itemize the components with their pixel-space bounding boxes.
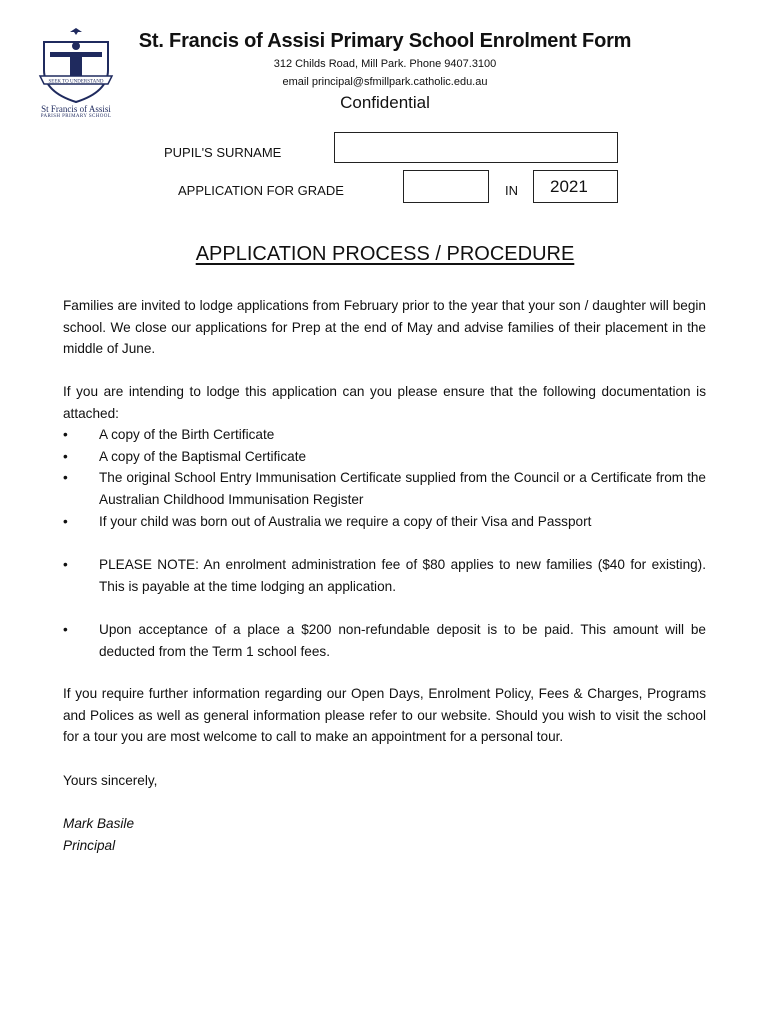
surname-label: PUPIL'S SURNAME xyxy=(164,145,282,160)
crest-school-subtitle: PARISH PRIMARY SCHOOL xyxy=(40,114,112,119)
year-input[interactable]: 2021 xyxy=(533,170,618,203)
bullet-icon: • xyxy=(63,470,68,485)
bullet-icon: • xyxy=(63,427,68,442)
bullet-icon: • xyxy=(63,557,68,572)
bullet-icon: • xyxy=(63,449,68,464)
closing-text: Yours sincerely, xyxy=(63,773,158,788)
grade-label: APPLICATION FOR GRADE xyxy=(178,183,344,198)
documentation-paragraph: If you are intending to lodge this application can you please ensure that the following documentation is attached: xyxy=(63,384,706,421)
further-info-paragraph: If you require further information regarding our Open Days, Enrolment Policy, Fees & Charges, Programs and Polices as well as general information please refer to our website. Should you wish to visit the school for a tour you are most welcome to call to make an appointment for a personal tour. xyxy=(63,686,706,744)
surname-input[interactable] xyxy=(334,132,618,163)
bullet-icon: • xyxy=(63,514,68,529)
form-title: St. Francis of Assisi Primary School Enrolment Form xyxy=(138,30,632,52)
grade-input[interactable] xyxy=(403,170,489,203)
school-email: email principal@sfmillpark.catholic.edu.au xyxy=(282,76,488,88)
confidential-label: Confidential xyxy=(340,93,430,112)
in-label: IN xyxy=(505,183,518,198)
signature-name: Mark Basile xyxy=(63,816,135,831)
intro-paragraph: Families are invited to lodge applications from February prior to the year that your son / daughter will begin school. We close our applications for Prep at the end of May and advise families of their placement in the middle of June. xyxy=(63,298,706,356)
school-address: 312 Childs Road, Mill Park. Phone 9407.3100 xyxy=(273,58,497,70)
crest-school-name: St Francis of Assisi xyxy=(41,104,111,114)
signature-role: Principal xyxy=(63,838,116,853)
section-heading: APPLICATION PROCESS / PROCEDURE xyxy=(195,243,575,265)
crest-banner-text: SEEK TO UNDERSTAND xyxy=(48,79,104,85)
bullet-icon: • xyxy=(63,622,68,637)
